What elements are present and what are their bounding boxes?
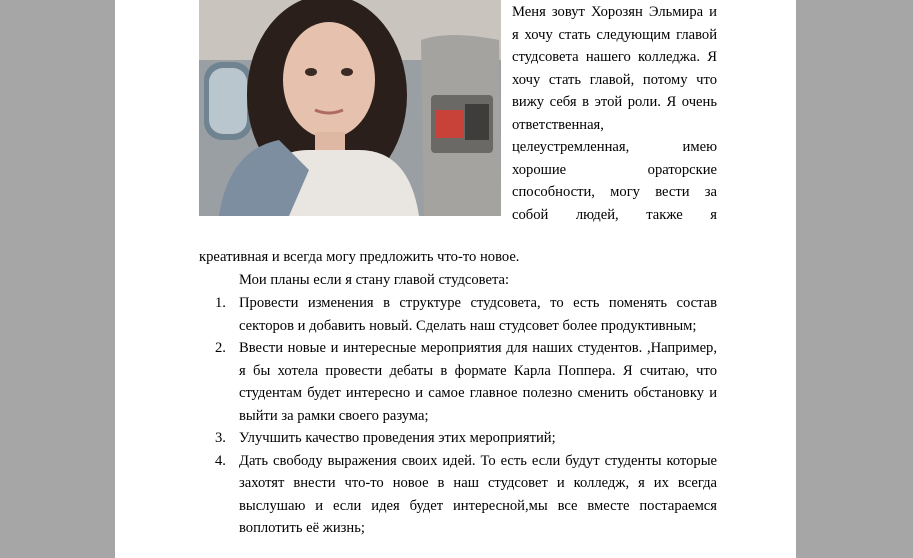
list-item: [215, 450, 717, 540]
list-item-text: Улучшить качество проведения этих мероприятий;: [239, 430, 556, 446]
portrait-photo: [199, 0, 501, 216]
list-item-text: Ввести новые и интересные мероприятия для наших студентов. ,Например, я бы хотела провести дебаты в формате Карла Поппера. Я считаю, что студентам будет интересно и самое главное полезно сменить обстановку и выйти за рамки своего разума;: [239, 340, 717, 424]
list-item-number: 2.: [215, 340, 226, 356]
list-item-text: Дать свободу выражения своих идей. То есть если будут студенты которые захотят внести что-то новое в наш студсовет и колледж, я их всегда выслушаю и если идея будет интересной,мы все вместе постараемся воплотить её жизнь;: [239, 452, 717, 536]
list-item-text: Провести изменения в структуре студсовета, то есть поменять состав секторов и добавить новый. Сделать наш студсовет более продуктивным;: [239, 295, 717, 334]
document-page: [115, 0, 796, 558]
list-item: [215, 292, 717, 337]
list-item-number: 1.: [215, 295, 226, 311]
plans-list: [215, 292, 717, 540]
intro-paragraph: Меня зовут Хорозян Эльмира и я хочу стать следующим главой студсовета нашего колледжа. Я хочу стать главой, потому что вижу себя в этой роли. Я очень ответственная, целеустремленная, имею хорошие ораторские способности, могу вести за собой людей, также я: [512, 4, 717, 223]
list-item: [215, 427, 717, 450]
intro-paragraph-tail: креативная и всегда могу предложить что-то новое.: [199, 249, 520, 265]
list-item-number: 4.: [215, 452, 226, 469]
plans-heading: Мои планы если я стану главой студсовета:: [239, 272, 510, 288]
list-item: [215, 337, 717, 427]
list-item-number: 3.: [215, 430, 226, 446]
